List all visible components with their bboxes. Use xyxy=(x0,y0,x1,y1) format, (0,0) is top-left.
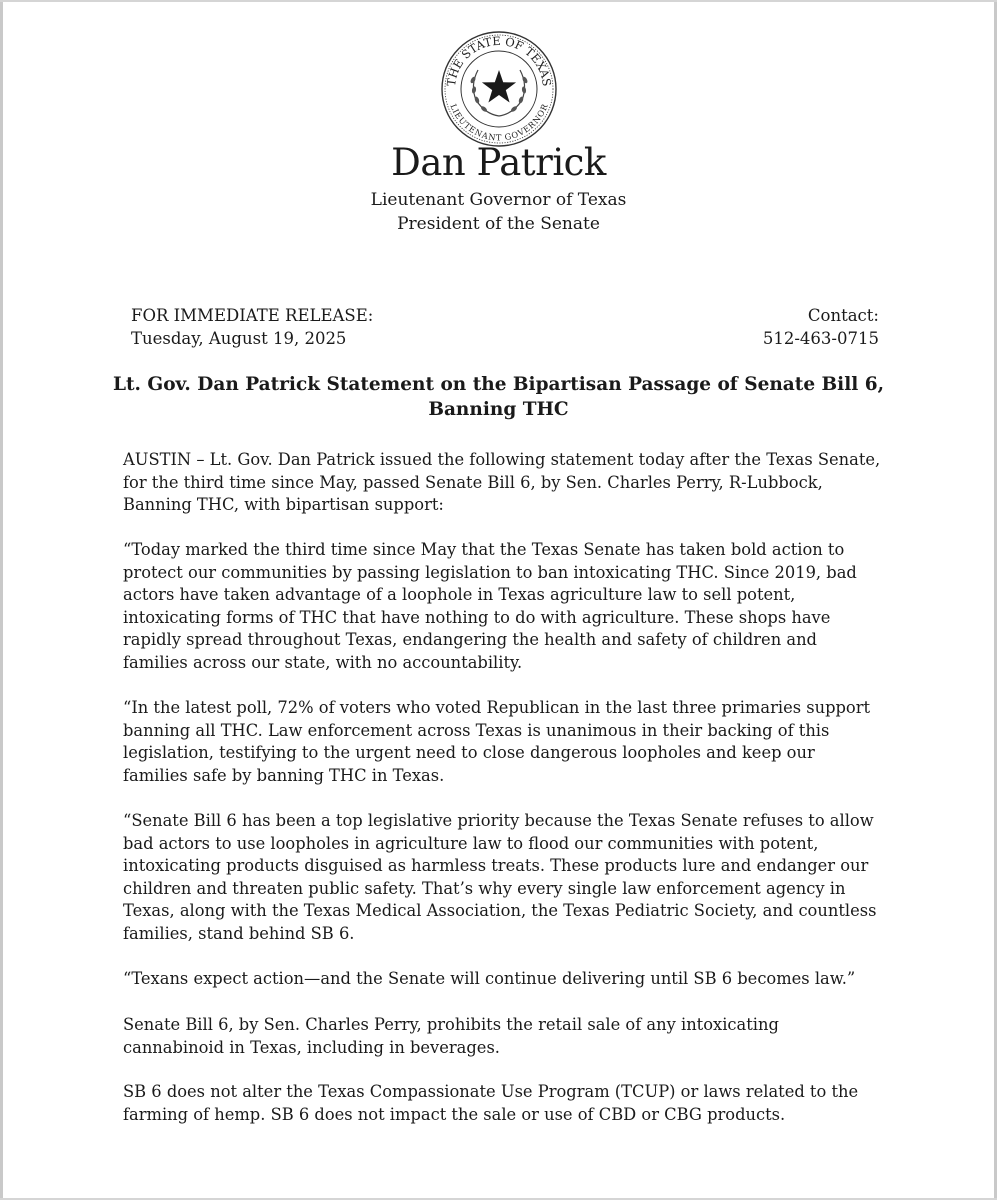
release-block xyxy=(131,304,373,350)
page-border-top xyxy=(0,0,997,2)
lieutenant-governor-seal xyxy=(440,30,558,148)
release-label: FOR IMMEDIATE RELEASE: xyxy=(131,306,374,325)
official-title: Lieutenant Governor of Texas xyxy=(370,190,627,210)
headline-line-2: Banning THC xyxy=(428,399,569,420)
paragraph-quote-3: “Senate Bill 6 has been a top legislative priority because the Texas Senate refuses to allow bad actors to use loopholes in agriculture law to flood our communities with potent, intoxicating products disguised as harmless treats. These products lure and endanger our children and threaten public safety. That’s why every single law enforcement agency in Texas, along with the Texas Medical Association, the Texas Pediatric Society, and countless families, stand behind SB 6. xyxy=(123,811,877,943)
contact-phone: 512-463-0715 xyxy=(762,329,879,348)
paragraph-quote-1: “Today marked the third time since May that the Texas Senate has taken bold action to protect our communities by passing legislation to ban intoxicating THC. Since 2019, bad actors have taken advantage of a loophole in Texas agriculture law to sell potent, intoxicating forms of THC that have nothing to do with agriculture. These shops have rapidly spread throughout Texas, endangering the health and safety of children and families across our state, with no accountability. xyxy=(123,540,857,672)
paragraph-bill-summary: Senate Bill 6, by Sen. Charles Perry, prohibits the retail sale of any intoxicating cannabinoid in Texas, including in beverages. xyxy=(123,1015,779,1057)
headline-line-1: Lt. Gov. Dan Patrick Statement on the Bipartisan Passage of Senate Bill 6, xyxy=(112,374,885,395)
seal-bottom-text: LIEUTENANT GOVERNOR xyxy=(448,102,550,143)
official-role: President of the Senate xyxy=(397,214,600,234)
release-date: Tuesday, August 19, 2025 xyxy=(131,329,347,348)
contact-block xyxy=(763,304,879,350)
official-name: Dan Patrick xyxy=(391,141,606,184)
paragraph-quote-2: “In the latest poll, 72% of voters who voted Republican in the last three primaries support banning all THC. Law enforcement across Texas is unanimous in their backing of this legislation, testifying to the urgent need to close dangerous loopholes and keep our families safe by banning THC in Texas. xyxy=(123,698,871,785)
seal-top-text: THE STATE OF TEXAS xyxy=(444,33,555,88)
paragraph-bill-scope: SB 6 does not alter the Texas Compassionate Use Program (TCUP) or laws related to the farming of hemp. SB 6 does not impact the sale or use of CBD or CBG products. xyxy=(123,1082,859,1124)
seal-star-icon xyxy=(482,70,516,103)
paragraph-intro: AUSTIN – Lt. Gov. Dan Patrick issued the following statement today after the Texas Senate, for the third time since May, passed Senate Bill 6, by Sen. Charles Perry, R-Lubbock, Banning THC, with bipartisan support: xyxy=(123,450,881,514)
paragraph-quote-4: “Texans expect action—and the Senate will continue delivering until SB 6 becomes law.” xyxy=(123,969,856,988)
press-headline xyxy=(110,372,887,422)
contact-label: Contact: xyxy=(807,306,879,325)
